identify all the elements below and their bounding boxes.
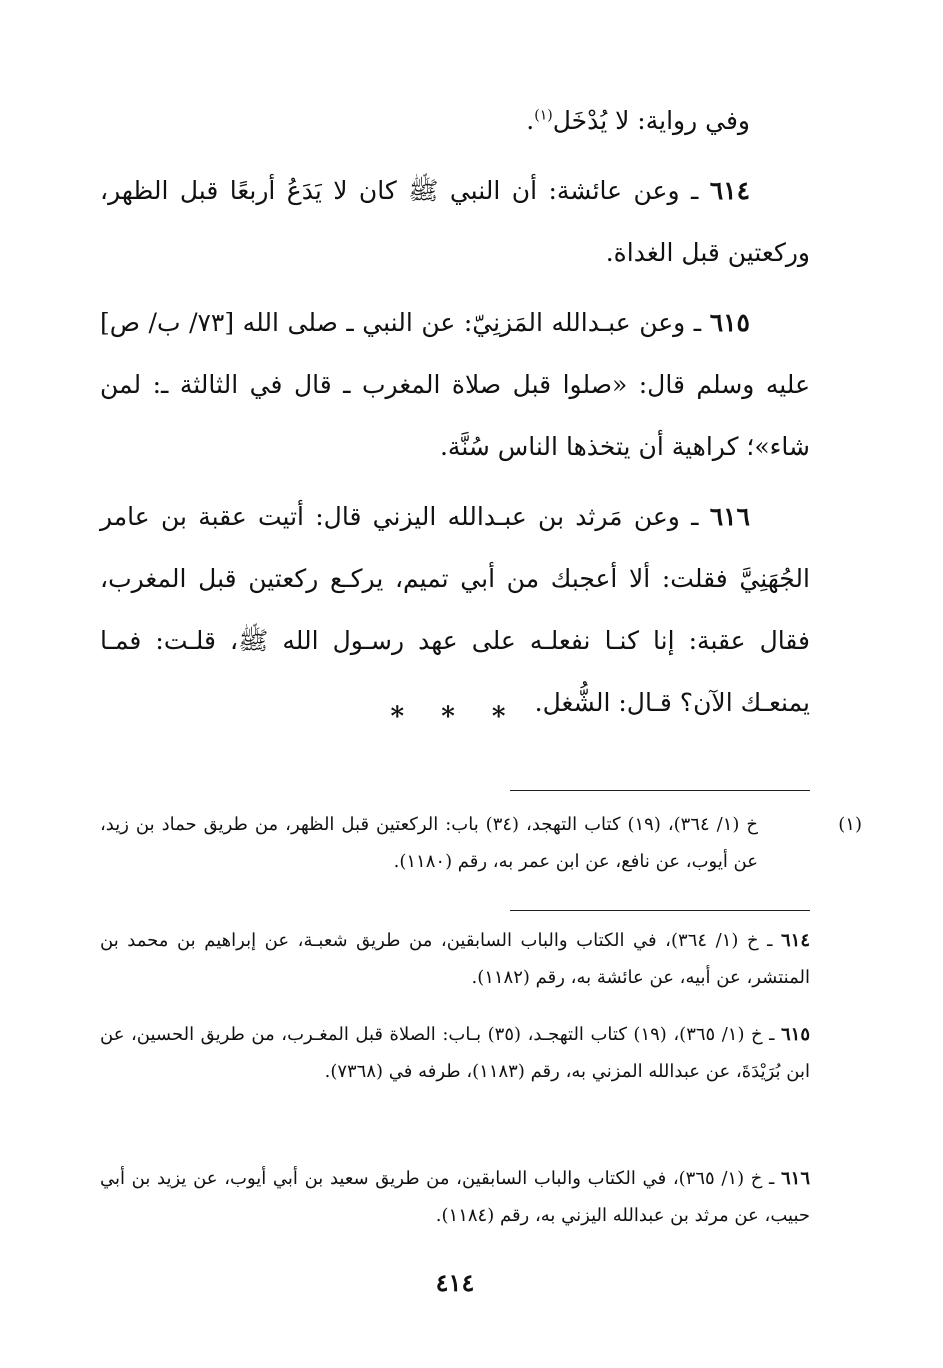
footnote-text-615: ـ خ (١/ ٣٦٥)، (١٩) كتاب التهجـد، (٣٥) بـاب: الصلاة قبل المغـرب، من طريق الحسين، عن ابن بُرَيْدَةَ، عن عبدالله المزني به، رقم (١١٨٣)، طرفه في (٧٣٦٨). (100, 1024, 810, 1082)
book-page (100, 0, 862, 1368)
footnote-rule-top (510, 790, 810, 791)
hadith-616 (100, 486, 810, 734)
hadith-text-614: ـ وعن عائشة: أن النبي ﷺ كان لا يَدَعُ أربعًا قبل الظهر، وركعتين قبل الغداة. (100, 176, 810, 267)
footnote-label-616: ٦١٦ (780, 1168, 810, 1189)
footnote-ref-1[interactable]: (١) (534, 107, 553, 124)
footnote-rule-second (510, 910, 810, 911)
footnote-text-1: خ (١/ ٣٦٤)، (١٩) كتاب التهجد، (٣٤) باب: الركعتين قبل الظهر، من طريق حماد بن زيد، عن أيوب، عن نافع، عن ابن عمر به، رقم (١١٨٠). (100, 814, 758, 872)
hadith-number-616: ٦١٦ (709, 502, 750, 531)
section-separator: * * * (390, 702, 520, 732)
hadith-number-615: ٦١٥ (709, 308, 750, 337)
hadith-615 (100, 292, 810, 478)
footnote-615 (100, 1016, 810, 1090)
footnote-616 (100, 1160, 810, 1234)
footnote-text-614: ـ خ (١/ ٣٦٤)، في الكتاب والباب السابقين، من طريق شعبـة، عن إبراهيم بن محمد بن المنتشر، عن أبيه، عن عائشة به، رقم (١١٨٢). (100, 930, 810, 988)
footnote-label-1: (١) (838, 814, 862, 835)
main-text (100, 90, 810, 734)
footnote-label-614: ٦١٤ (780, 930, 810, 951)
page-number: ٤١٤ (435, 1268, 475, 1297)
footnote-text-616: ـ خ (١/ ٣٦٥)، في الكتاب والباب السابقين، من طريق سعيد بن أبي أيوب، عن يزيد بن أبي حبيب، عن مرثد بن عبدالله اليزني به، رقم (١١٨٤). (100, 1168, 810, 1226)
hadith-text-616: ـ وعن مَرثد بن عبـدالله اليزني قال: أتيت عقبة بن عامر الجُهَنِيَّ فقلت: ألا أعجبك من أبي تميم، يركـع ركعتين قبل المغرب، فقال عقبة: إنا كنـا نفعلـه على عهد رسـول الله ﷺ، قلـت: فمـا يمنعـك الآن؟ قـال: الشُّغل. (100, 502, 810, 717)
hadith-text-615: ـ وعن عبـدالله المَزنِيّ: عن النبي ـ صلى الله [٧٣/ ب/ ص] عليه وسلم قال: «صلوا قبل صلاة المغرب ـ قال في الثالثة ـ: لمن شاء»؛ كراهية أن يتخذها الناس سُنَّة. (100, 308, 810, 461)
footnote-1 (100, 806, 862, 880)
hadith-number-614: ٦١٤ (709, 176, 751, 205)
hadith-614 (100, 160, 810, 284)
footnote-label-615: ٦١٥ (780, 1024, 810, 1045)
footnote-614 (100, 922, 810, 996)
riwaya-line: وفي رواية: لا يُدْخَل$^{(١)}$. (526, 106, 750, 135)
